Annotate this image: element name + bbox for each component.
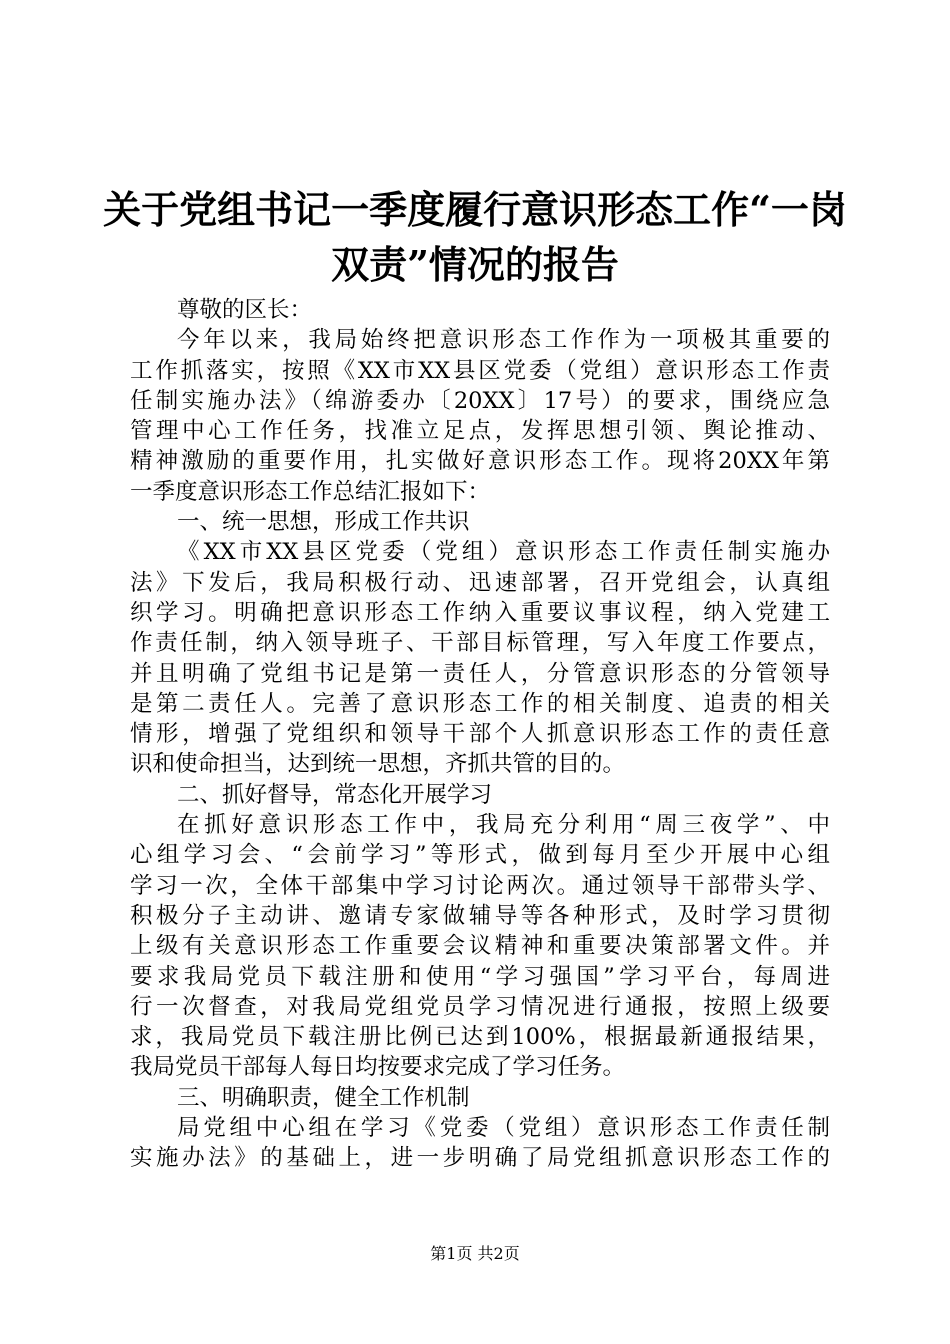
body-line: 行一次督查，对我局党组党员学习情况进行通报，按照上级要 [130, 993, 830, 1020]
document-body [130, 295, 830, 1174]
body-line: 一季度意识形态工作总结汇报如下： [130, 478, 491, 505]
body-line: 今年以来，我局始终把意识形态工作作为一项极其重要的 [177, 327, 830, 354]
body-line: 学习一次，全体干部集中学习讨论两次。通过领导干部带头学、 [130, 872, 830, 899]
body-line: 织学习。明确把意识形态工作纳入重要议事议程，纳入党建工 [130, 599, 830, 626]
body-line: 法》下发后，我局积极行动、迅速部署，召开党组会，认真组 [130, 569, 830, 596]
section-heading: 一、统一思想，形成工作共识 [177, 509, 470, 536]
section-heading: 三、明确职责，健全工作机制 [177, 1084, 470, 1111]
salutation: 尊敬的区长： [177, 297, 313, 323]
body-line: 工作抓落实，按照《XX市XX县区党委（党组）意识形态工作责 [130, 357, 830, 384]
body-line: 情形，增强了党组织和领导干部个人抓意识形态工作的责任意 [130, 721, 830, 748]
section-heading: 二、抓好督导，常态化开展学习 [177, 781, 493, 808]
body-line: 识和使命担当，达到统一思想，齐抓共管的目的。 [130, 751, 626, 778]
body-line: 我局党员干部每人每日均按要求完成了学习任务。 [130, 1054, 626, 1081]
body-line: 作责任制，纳入领导班子、干部目标管理，写入年度工作要点， [130, 630, 830, 657]
body-line: 心组学习会、“会前学习”等形式，做到每月至少开展中心组 [130, 842, 830, 869]
document-title-line-2: 双责”情况的报告 [331, 242, 619, 287]
body-line: 管理中心工作任务，找准立足点，发挥思想引领、舆论推动、 [130, 418, 830, 445]
body-line: 是第二责任人。完善了意识形态工作的相关制度、追责的相关 [130, 690, 830, 717]
body-line: 实施办法》的基础上，进一步明确了局党组抓意识形态工作的 [130, 1145, 830, 1172]
body-line: 上级有关意识形态工作重要会议精神和重要决策部署文件。并 [130, 933, 830, 960]
document-title-line-1: 关于党组书记一季度履行意识形态工作“一岗 [103, 187, 847, 232]
body-line: 求，我局党员下载注册比例已达到100%，根据最新通报结果， [130, 1024, 830, 1051]
body-line: 并且明确了党组书记是第一责任人，分管意识形态的分管领导 [130, 660, 830, 687]
body-line: 积极分子主动讲、邀请专家做辅导等各种形式，及时学习贯彻 [130, 902, 830, 929]
body-line: 局党组中心组在学习《党委（党组）意识形态工作责任制 [177, 1115, 830, 1142]
body-line: 在抓好意识形态工作中，我局充分利用“周三夜学”、中 [177, 812, 830, 839]
body-line: 《XX市XX县区党委（党组）意识形态工作责任制实施办 [177, 539, 830, 566]
page-number-footer: 第1页 共2页 [430, 1244, 520, 1263]
body-line: 精神激励的重要作用，扎实做好意识形态工作。现将20XX年第 [130, 448, 830, 475]
body-line: 要求我局党员下载注册和使用“学习强国”学习平台，每周进 [130, 963, 830, 990]
body-line: 任制实施办法》（绵游委办〔20XX〕17号）的要求，围绕应急 [130, 387, 830, 414]
